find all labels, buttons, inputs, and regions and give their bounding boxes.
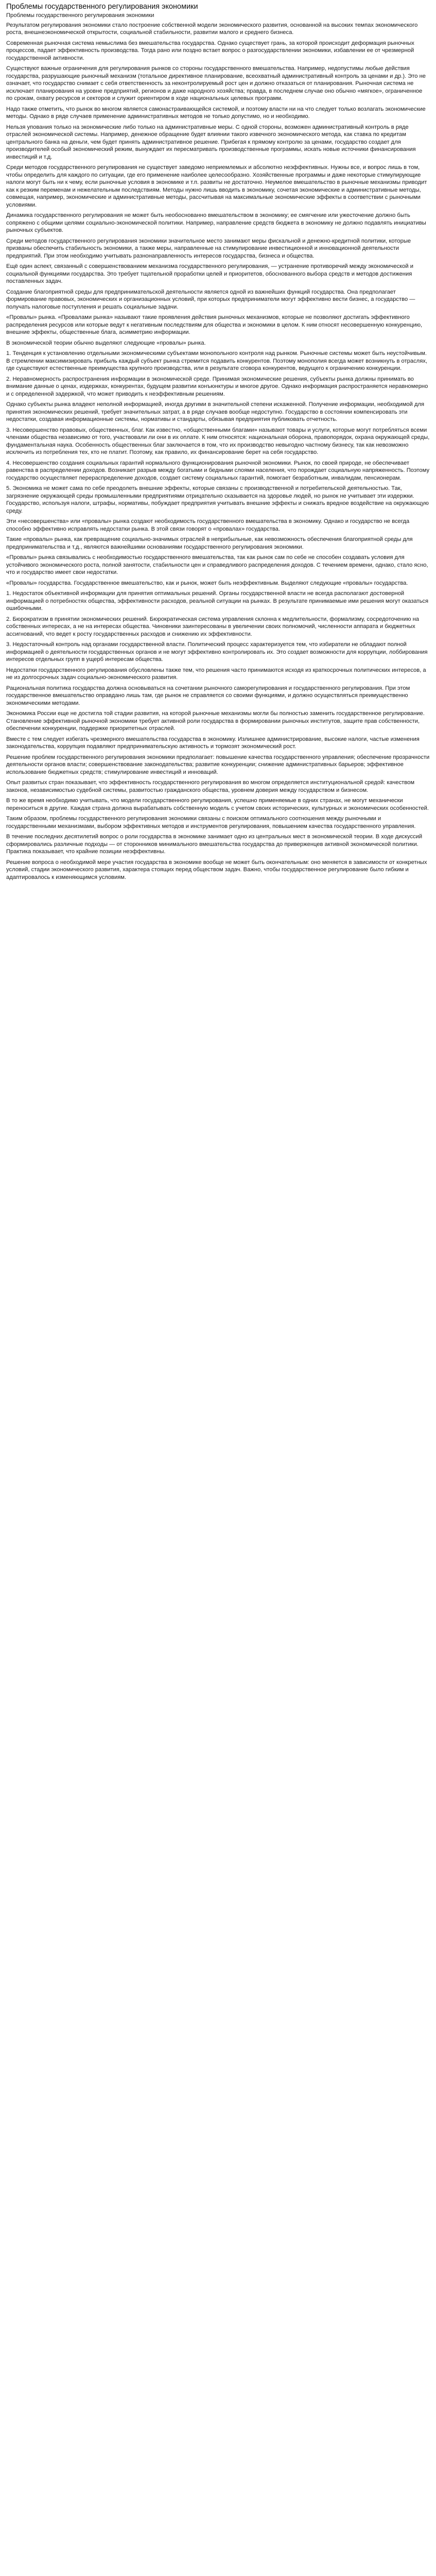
paragraph: Экономика России еще не достигла той стадии развития, на которой рыночные механизмы могли бы полностью заменить государственное регулирование. Становление эффективной рыночной экономики требует активной роли государства в формировании рыночных институтов, защите прав собственности, обеспечении конкуренции, поддержке приоритетных отраслей.	[6, 710, 425, 732]
paragraph: Нельзя упования только на экономические либо только на административные меры. С одной стороны, возможен административный контроль в ряде отраслей экономической системы. Например, денежное обращение будет влиянии такого извечного экономического метода, как ставка по кредитам центрального банка на деньги, чем будет принять административное решение. Прибегая к прямому контролю за ценами, государство создает для производителей особый экономический режим, вынуждает их пересматривать производственные программы, искать новые источники финансирования инвестиций и т.д.	[6, 124, 416, 160]
paragraph: Создание благоприятной среды для предпринимательской деятельности является одной из важнейших функций государства. Она предполагает формирование правовых, экономических и организационных условий, при которых предприниматели могут эффективно вести бизнес, а государство — получать налоговые поступления и решать социальные задачи.	[6, 289, 415, 310]
paragraph: Такие «провалы» рынка, как превращение социально-значимых отраслей в неприбыльные, как невозможность обеспечения благоприятной среды для предпринимательства и т.д., являются важнейшими основаниями государственного регулирования экономики.	[6, 536, 413, 550]
paragraph: Ещё один аспект, связанный с совершенствованием механизма государственного регулирования, — устранение противоречий между экономической и социальной функциями государства. Это требует тщательной проработки целей и приоритетов, обоснованного выбора средств и методов достижения поставленных задач.	[6, 263, 414, 284]
page-title: Проблемы государственного регулирования экономики	[6, 3, 198, 11]
article-body	[6, 22, 430, 882]
paragraph: 3. Недостаточный контроль над органами государственной власти. Политический процесс характеризуется тем, что избиратели не обладают полной информацией о деятельности государственных органов и не могут эффективно контролировать их. Это создает возможности для коррупции, лоббирования интересов отдельных групп в ущерб интересам общества.	[6, 641, 428, 663]
paragraph: Среди методов государственного регулирования экономики значительное место занимают меры фискальной и денежно-кредитной политики, которые призваны обеспечить стабильность экономики, а также меры, направленные на стимулирование инвестиционной и инновационной деятельности предприятий. При этом необходимо учитывать разнонаправленность интересов государства, бизнеса и общества.	[6, 238, 411, 259]
paragraph: В то же время необходимо учитывать, что модели государственного регулирования, успешно применяемые в одних странах, не могут механически переноситься в другие. Каждая страна должна вырабатывать собственную модель с учетом своих исторических, культурных и экономических особенностей.	[6, 798, 429, 811]
paragraph: Недостатки государственного регулирования обусловлены также тем, что решения часто принимаются исходя из краткосрочных политических интересов, а не из долгосрочных задач социально-экономического развития.	[6, 667, 426, 681]
paragraph: 4. Несовершенство создания социальных гарантий нормального функционирования рыночной экономики. Рынок, по своей природе, не обеспечивает равенства в распределении доходов. Возникает разрыв между богатыми и бедными слоями населения, что порождает социальную напряженность. Поэтому государство осуществляет перераспределение доходов, создает систему социальных гарантий, помогает безработным, инвалидам, пенсионерам.	[6, 460, 430, 481]
paragraph: 2. Неравномерность распространения информации в экономической среде. Принимая экономические решения, субъекты рынка должны принимать во внимание данные о ценах, издержках, конкурентах, будущем развитии конъюнктуры и многое другое. Однако информация распространяется неравномерно и с определенной задержкой, что может приводить к неэффективным решениям.	[6, 376, 428, 397]
paragraph: Динамика государственного регулирования не может быть необоснованно вмешательством в экономику; ее смягчение или ужесточение должно быть сопряжено с общими целями социально-экономической политики. Например, направление средств бюджета в экономику не должно подавлять инициативы рыночных субъектов.	[6, 212, 426, 233]
paragraph: 5. Экономика не может сама по себе преодолеть внешние эффекты, которые связаны с производственной и потребительской деятельностью. Так, загрязнение окружающей среды промышленными предприятиями отрицательно сказывается на здоровье людей, но рынок не учитывает эти издержки. Государство, используя налоги, штрафы, нормативы, побуждает предприятия учитывать внешние эффекты и снижать вредное воздействие на окружающую среду.	[6, 485, 429, 514]
paragraph: Вместе с тем следует избегать чрезмерного вмешательства государства в экономику. Излишнее администрирование, высокие налоги, частые изменения законодательства, коррупция подавляют предпринимательскую активность и тормозят экономический рост.	[6, 736, 420, 750]
paragraph: Современная рыночная система немыслима без вмешательства государства. Однако существует грань, за которой происходит деформация рыночных процессов, падает эффективность производства. Тогда рано или поздно встает вопрос о разгосударствлении экономики, избавлении ее от чрезмерной государственной активности.	[6, 40, 414, 61]
paragraph: Решение вопроса о необходимой мере участия государства в экономике вообще не может быть окончательным: оно меняется в зависимости от конкретных условий, стадии экономического развития, характера стоящих перед обществом задач. Важно, чтобы государственное регулирование было гибким и адаптировалось к изменяющимся условиям.	[6, 859, 427, 880]
paragraph: Эти «несовершенства» или «провалы» рынка создают необходимость государственного вмешательства в экономику. Однако и государство не всегда способно эффективно исправлять недостатки рынка. В этой связи говорят о «провалах» государства.	[6, 518, 410, 532]
paragraph: Среди методов государственного регулирования не существует заведомо неприемлемых и абсолютно неэффективных. Нужны все, и вопрос лишь в том, чтобы определить для каждого по ситуации, где его применение наиболее целесообразно. Хозяйственные программы и даже некоторые стимулирующие налоги могут быть ни к чему, если рыночные условия в экономике и т.п. развиты не достаточно. Неумелое вмешательство в рыночные механизмы приводит как к резким переменам и нежелательным последствиям. Методы нужно лишь вводить в экономику, сочетая экономические и административные методы, совмещая, например, экономические и административные методы, рассчитывая на максимальные экономические эффекты в соответствии с рыночными условиями.	[6, 164, 427, 208]
paragraph: Рациональная политика государства должна основываться на сочетании рыночного саморегулирования и государственного регулирования. При этом государственное вмешательство оправдано лишь там, где рынок не справляется со своими функциями, и должно осуществляться преимущественно экономическими методами.	[6, 685, 410, 706]
paragraph: Надо также отметить, что рынок во многом является самонастраивающейся системой, и поэтому власти ни на что следует только возлагать экономические методы. Однако в ряде случаев применение административных методов не только допустимо, но и необходимо.	[6, 106, 426, 120]
paragraph: Решение проблем государственного регулирования экономики предполагает: повышение качества государственного управления; обеспечение прозрачности деятельности органов власти; совершенствование законодательства; развитие конкуренции; снижение административных барьеров; эффективное использование бюджетных средств; стимулирование инвестиций и инноваций.	[6, 754, 430, 775]
document	[0, 0, 436, 892]
paragraph: Опыт развитых стран показывает, что эффективность государственного регулирования во многом определяется институциональной средой: качеством законов, независимостью судебной системы, развитостью гражданского общества, уровнем доверия между государством и бизнесом.	[6, 779, 415, 793]
paragraph: Таким образом, проблемы государственного регулирования экономики связаны с поиском оптимального соотношения между рыночными и государственными механизмами, выбором эффективных методов и инструментов регулирования, повышением качества государственного управления.	[6, 816, 416, 829]
paragraph: Существуют важные ограничения для регулирования рынков со стороны государственного вмешательства. Например, недопустимы любые действия государства, разрушающие рыночный механизм (тотальное директивное планирование, всеохватный административный контроль за ценами и др.). Это не означает, что государство снимает с себя ответственность за неконтролируемый рост цен и должно отказаться от планирования. Рыночная система не исключает планирования на уровне предприятий, регионов и даже народного хозяйства; правда, в последнем случае оно обычно «мягкое», ограниченное по срокам, охвату ресурсов и секторов и служит ориентиром в ходе национальных целевых программ.	[6, 65, 426, 101]
paragraph: 1. Недостаток объективной информации для принятия оптимальных решений. Органы государственной власти не всегда располагают достоверной информацией о потребностях общества, эффективности расходов, реальной ситуации на рынках. В результате принимаемые ими решения могут оказаться ошибочными.	[6, 590, 429, 612]
paragraph: В течение последних десятилетий вопрос о роли государства в экономике занимает одно из центральных мест в экономической теории. В ходе дискуссий сформировались различные подходы — от сторонников минимального вмешательства государства до приверженцев активной экономической политики. Практика показывает, что крайние позиции неэффективны.	[6, 834, 423, 855]
paragraph: 3. Несовершенство правовых, общественных, благ. Как известно, «общественными благами» называют товары и услуги, которые могут потребляться всеми членами общества независимо от того, участвовали ли они в их оплате. К ним относятся: национальная оборона, правопорядок, охрана окружающей среды, фундаментальная наука. Особенность общественных благ заключается в том, что их производство невыгодно частному бизнесу, так как невозможно исключить из потребления тех, кто не платит. Поэтому, как правило, их финансирование берет на себя государство.	[6, 427, 430, 455]
paragraph: Однако субъекты рынка владеют неполной информацией, иногда другими в значительной степени искаженной. Получение информации, необходимой для принятия экономических решений, требует значительных затрат, а в ряде случаев вообще недоступно. Государство в состоянии компенсировать эти недостатки, создавая информационные системы, нормативы и стандарты, обязывая предприятия публиковать отчетность.	[6, 401, 425, 422]
paragraph: Результатом регулирования экономики стало построение собственной модели экономического развития, основанной на высоких темпах экономического роста, внешнеэкономической открытости, социальной стабильности, развитии малого и среднего бизнеса.	[6, 22, 418, 36]
subtitle: Проблемы государственного регулирования экономики	[6, 12, 154, 19]
paragraph: «Провалы» рынка связывались с необходимостью государственного вмешательства, так как рынок сам по себе не способен создавать условия для устойчивого экономического роста, полной занятости, стабильности цен и справедливого распределения доходов. С течением времени, однако, стало ясно, что и государство имеет свои недостатки.	[6, 554, 428, 575]
paragraph: 1. Тенденция к установлению отдельными экономическими субъектами монопольного контроля над рынком. Рыночные системы может быть неустойчивым. В стремлении максимизировать прибыль каждый субъект рынка стремится подавить конкурентов. Поэтому монополия всегда может возникнуть в отраслях, где существуют естественные преимущества крупного производства, или в результате сговора конкурентов, ведущего к ограничению конкуренции.	[6, 350, 427, 371]
paragraph: «Провалы» государства. Государственное вмешательство, как и рынок, может быть неэффективным. Выделяют следующие «провалы» государства.	[6, 580, 408, 586]
paragraph: 2. Бюрократизм в принятии экономических решений. Бюрократическая система управления склонна к медлительности, формализму, сосредоточению на собственных интересах, а не на интересах общества. Чиновники заинтересованы в увеличении своих полномочий, численности аппарата и бюджетных ассигнований, что ведет к росту государственных расходов и снижению их эффективности.	[6, 616, 419, 637]
paragraph: «Провалы» рынка. «Провалами рынка» называют такие проявления действия рыночных механизмов, которые не позволяют достигать эффективного распределения ресурсов или которые ведут к негативным последствиям для общества и экономики в целом. К ним относят несовершенную конкуренцию, внешние эффекты, общественные блага, асимметрию информации.	[6, 314, 423, 335]
paragraph: В экономической теории обычно выделяют следующие «провалы» рынка.	[6, 340, 206, 346]
